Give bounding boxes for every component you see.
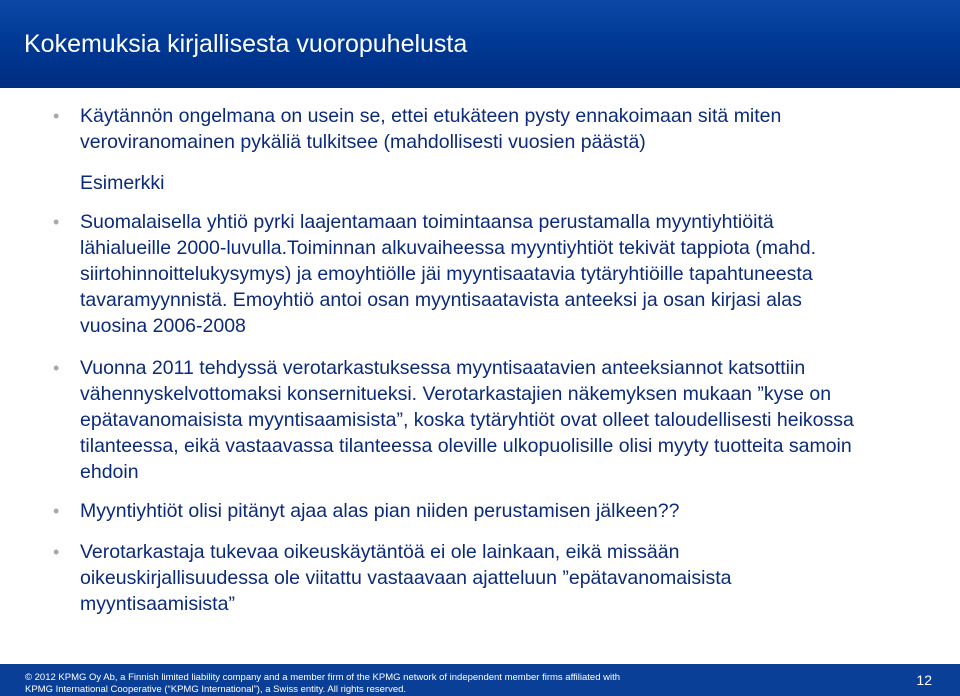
bullet-text-line: vuosina 2006-2008 bbox=[80, 315, 246, 337]
bullet-item-1 bbox=[53, 103, 920, 155]
bullet-text-line: siirtohinnoittelukysymys) ja emoyhtiölle jäi myyntisaatavia tytäryhtiöille tapahtuneesta bbox=[80, 263, 813, 285]
copyright-line: © 2012 KPMG Oy Ab, a Finnish limited liability company and a member firm of the KPMG network of independent member firms affiliated with bbox=[25, 672, 621, 683]
bullet-text-line: Käytännön ongelmana on usein se, ettei etukäteen pysty ennakoimaan sitä miten bbox=[80, 105, 782, 127]
page-number: 12 bbox=[916, 672, 932, 688]
bullet-item-4 bbox=[53, 498, 920, 524]
copyright-notice bbox=[25, 672, 620, 696]
bullet-icon: • bbox=[53, 542, 60, 562]
bullet-text-line: lähialueille 2000-luvulla.Toiminnan alkuvaiheessa myyntiyhtiöt tekivät tappiota (mahd. bbox=[80, 237, 816, 259]
bullet-icon: • bbox=[53, 358, 60, 378]
bullet-icon: • bbox=[53, 501, 60, 521]
bullet-item-3 bbox=[53, 355, 920, 485]
bullet-text-line: myyntisaamisista” bbox=[80, 593, 235, 615]
bullet-item-5 bbox=[53, 539, 920, 617]
bullet-text-line: tilanteessa, eikä vastaavassa tilanteessa oleville ulkopuolisille olisi myyty tuotteita samoin bbox=[80, 435, 852, 457]
bullet-icon: • bbox=[53, 106, 60, 126]
bullet-item-2 bbox=[53, 209, 920, 339]
example-label: Esimerkki bbox=[80, 172, 165, 194]
bullet-text-line: Verotarkastaja tukevaa oikeuskäytäntöä ei ole lainkaan, eikä missään bbox=[80, 541, 680, 563]
bullet-text-line: vähennyskelvottomaksi konsernitueksi. Verotarkastajien näkemyksen mukaan ”kyse on bbox=[80, 383, 832, 405]
footer-bar bbox=[0, 664, 960, 696]
copyright-line: KPMG International Cooperative (“KPMG International”), a Swiss entity. All rights reserved. bbox=[25, 684, 407, 695]
slide-title: Kokemuksia kirjallisesta vuoropuhelusta bbox=[24, 30, 468, 58]
bullet-icon: • bbox=[53, 212, 60, 232]
title-bar bbox=[0, 0, 960, 88]
bullet-text-line: epätavanomaisista myyntisaamisista”, koska tytäryhtiöt ovat olleet taloudellisesti heikossa bbox=[80, 409, 854, 431]
bullet-text-line: ehdoin bbox=[80, 461, 139, 483]
bullet-text-line: Vuonna 2011 tehdyssä verotarkastuksessa myyntisaatavien anteeksiannot katsottiin bbox=[80, 357, 806, 379]
bullet-text-line: oikeuskirjallisuudessa ole viitattu vastaavaan ajatteluun ”epätavanomaisista bbox=[80, 567, 732, 589]
bullet-text-line: Suomalaisella yhtiö pyrki laajentamaan toimintaansa perustamalla myyntiyhtiöitä bbox=[80, 211, 774, 233]
bullet-text-line: tavaramyynnistä. Emoyhtiö antoi osan myyntisaatavista anteeksi ja osan kirjasi alas bbox=[80, 289, 802, 311]
bullet-text-line: Myyntiyhtiöt olisi pitänyt ajaa alas pian niiden perustamisen jälkeen?? bbox=[80, 500, 680, 522]
bullet-text-line: veroviranomainen pykäliä tulkitsee (mahdollisesti vuosien päästä) bbox=[80, 131, 646, 153]
